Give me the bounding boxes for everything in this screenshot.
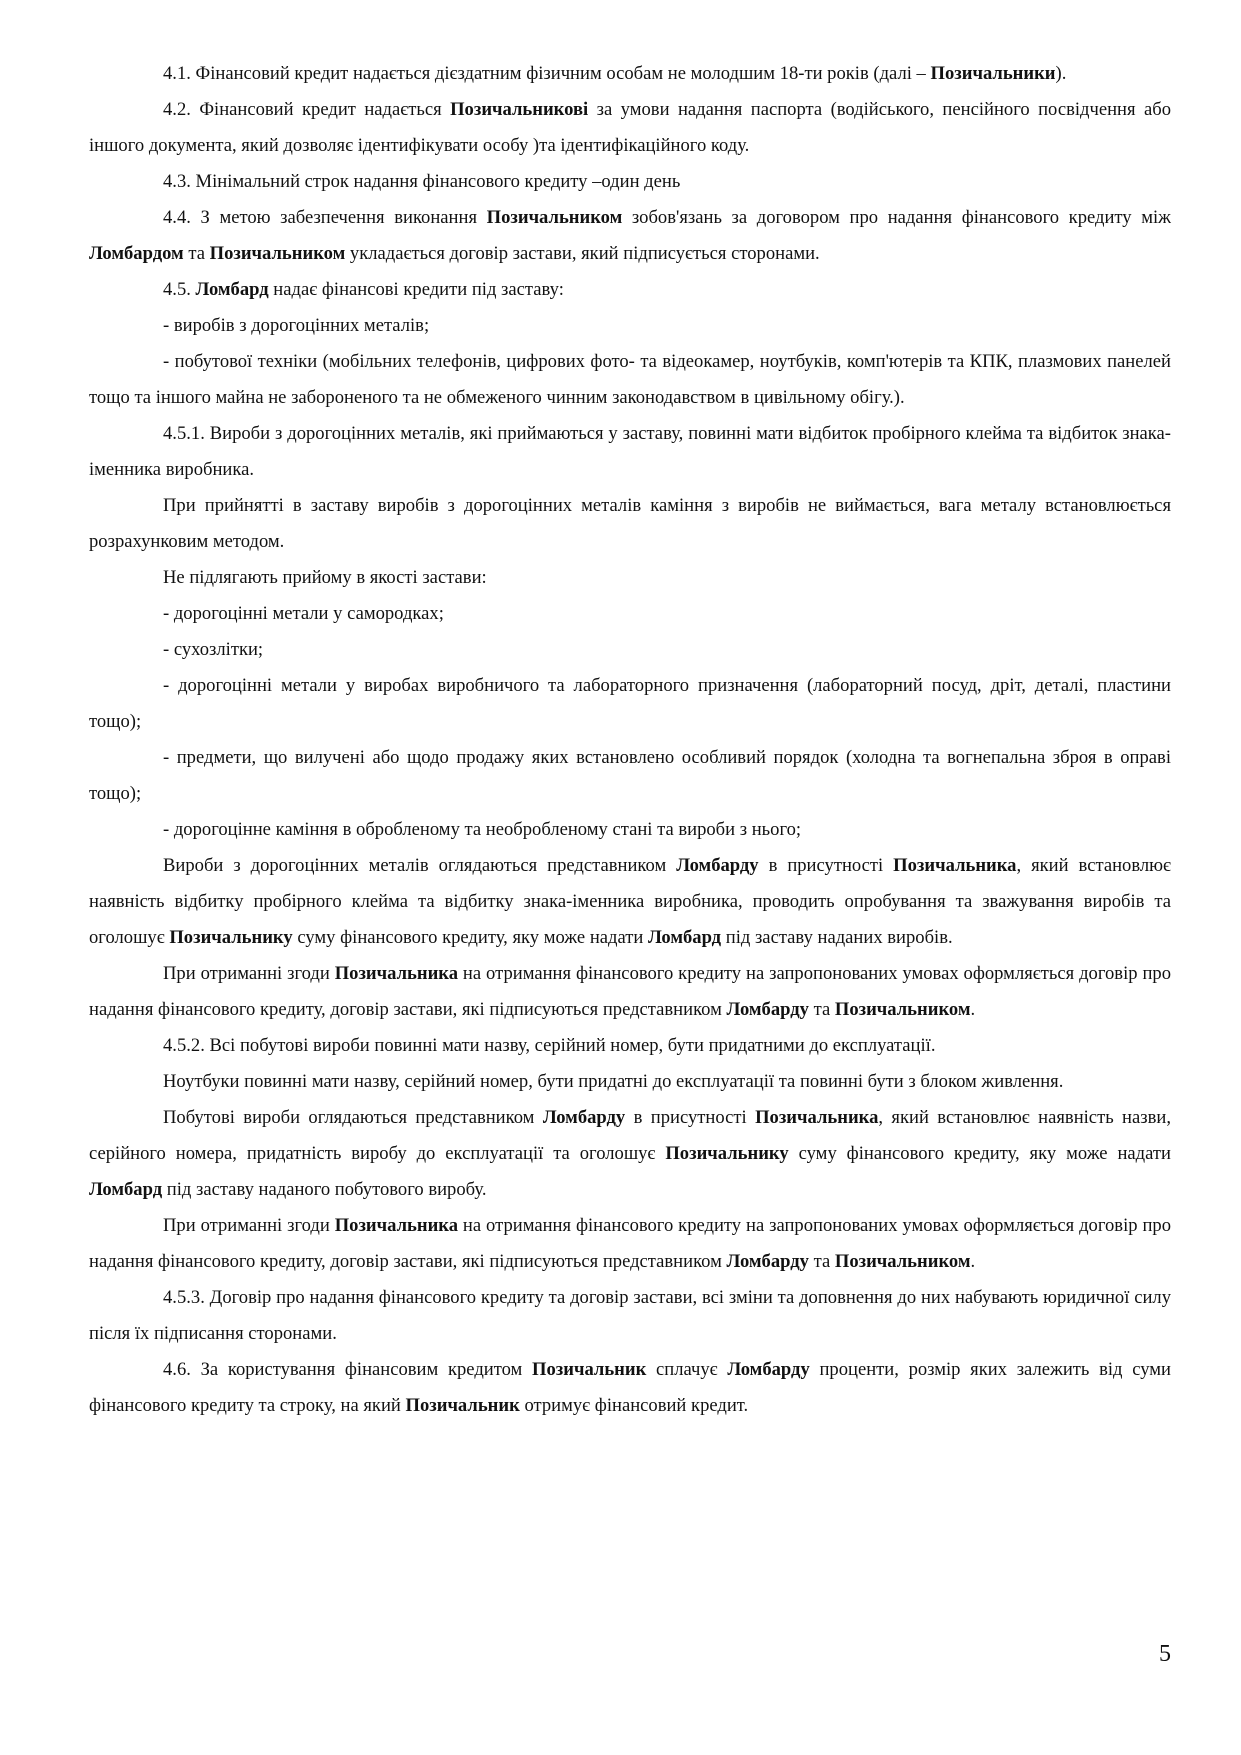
list-item-household-tech xyxy=(89,344,1171,416)
text-run: 4.5. xyxy=(163,279,196,300)
paragraph-4-6 xyxy=(89,1352,1171,1424)
bold-term: Позичальника xyxy=(893,855,1017,876)
text-run: на отримання фінансового кредиту на запропонованих умовах оформляється договір про надання фінансового кредиту, договір застави, які підписуються представником xyxy=(89,963,1171,1020)
bold-term: Позичальникові xyxy=(450,99,589,120)
text-run: сплачує xyxy=(646,1359,728,1380)
text-run: - предмети, що вилучені або щодо продажу яких встановлено особливий порядок (холодна та вогнепальна зброя в оправі тощо); xyxy=(89,747,1171,804)
paragraph-consent-metal xyxy=(89,956,1171,1028)
text-run: за умови надання паспорта (водійського, пенсійного посвідчення або іншого документа, який дозволяє ідентифікувати особу )та ідентифікаційного коду. xyxy=(89,99,1171,156)
bold-term: Ломбарду xyxy=(542,1107,626,1128)
bold-term: Позичальником xyxy=(486,207,623,228)
text-run: 4.2. Фінансовий кредит надається xyxy=(163,99,451,120)
paragraph-inspect-metal xyxy=(89,848,1171,956)
bold-term: Ломбард xyxy=(647,927,722,948)
text-run: на отримання фінансового кредиту на запропонованих умовах оформляється договір про надання фінансового кредиту, договір застави, які підписуються представником xyxy=(89,1215,1171,1272)
bold-term: Позичальником xyxy=(834,1251,971,1272)
bold-term: Позичальнику xyxy=(665,1143,789,1164)
paragraph-inspect-household xyxy=(89,1100,1171,1208)
text-run: . xyxy=(970,999,976,1020)
list-item-gems xyxy=(89,812,1171,848)
text-run: 4.5.2. Всі побутові вироби повинні мати назву, серійний номер, бути придатними до експлуатації. xyxy=(163,1035,936,1056)
paragraph-4-5-3 xyxy=(89,1280,1171,1352)
text-run: При отриманні згоди xyxy=(163,963,335,984)
bold-term: Ломбард xyxy=(195,279,269,300)
paragraph-4-2 xyxy=(89,92,1171,164)
page-number: 5 xyxy=(1159,1641,1171,1667)
text-run: 4.6. За користування фінансовим кредитом xyxy=(163,1359,533,1380)
text-run: Ноутбуки повинні мати назву, серійний номер, бути придатні до експлуатації та повинні бути з блоком живлення. xyxy=(163,1071,1064,1092)
text-run: в присутності xyxy=(625,1107,756,1128)
bold-term: Позичальником xyxy=(834,999,971,1020)
paragraph-4-5-2 xyxy=(89,1028,1171,1064)
text-run: Не підлягають прийому в якості застави: xyxy=(163,567,487,588)
text-run: Вироби з дорогоцінних металів оглядаються представником xyxy=(163,855,677,876)
bold-term: Ломбард xyxy=(89,1179,163,1200)
text-run: - дорогоцінні метали у самородках; xyxy=(163,603,444,624)
list-item-nuggets xyxy=(89,596,1171,632)
text-run: під заставу наданого побутового виробу. xyxy=(162,1179,487,1200)
text-run: та xyxy=(808,1251,835,1272)
bold-term: Позичальника xyxy=(334,1215,459,1236)
list-item-metals xyxy=(89,308,1171,344)
bold-term: Ломбарду xyxy=(676,855,759,876)
text-run: 4.5.1. Вироби з дорогоцінних металів, які приймаються у заставу, повинні мати відбиток пробірного клейма та відбиток знака-іменника виробника. xyxy=(89,423,1171,480)
text-run: 4.4. З метою забезпечення виконання xyxy=(163,207,487,228)
list-item-industrial xyxy=(89,668,1171,740)
text-run: ). xyxy=(1055,63,1067,84)
text-run: - виробів з дорогоцінних металів; xyxy=(163,315,430,336)
text-run: та xyxy=(183,243,210,264)
text-run: - дорогоцінні метали у виробах виробничого та лабораторного призначення (лабораторний посуд, дріт, деталі, пластини тощо); xyxy=(89,675,1171,732)
paragraph-4-4 xyxy=(89,200,1171,272)
text-run: - сухозлітки; xyxy=(163,639,264,660)
paragraph-laptops xyxy=(89,1064,1171,1100)
text-run: суму фінансового кредиту, яку може надати xyxy=(292,927,648,948)
text-run: - дорогоцінне каміння в обробленому та необробленому стані та вироби з нього; xyxy=(163,819,802,840)
text-run: 4.1. Фінансовий кредит надається дієздатним фізичним особам не молодшим 18-ти років (далі – xyxy=(163,63,931,84)
list-item-restricted xyxy=(89,740,1171,812)
text-run: При прийнятті в заставу виробів з дорогоцінних металів каміння з виробів не виймається, вага металу встановлюється розрахунковим методом. xyxy=(89,495,1171,552)
paragraph-4-1 xyxy=(89,56,1171,92)
text-run: надає фінансові кредити під заставу: xyxy=(268,279,564,300)
bold-term: Ломбарду xyxy=(726,999,809,1020)
text-run: укладається договір застави, який підписується сторонами. xyxy=(345,243,820,264)
text-run: . xyxy=(970,1251,976,1272)
text-run: зобов'язань за договором про надання фінансового кредиту між xyxy=(622,207,1171,228)
text-run: 4.5.3. Договір про надання фінансового кредиту та договір застави, всі зміни та доповнення до них набувають юридичної силу після їх підписання сторонами. xyxy=(89,1287,1171,1344)
text-run: 4.3. Мінімальний строк надання фінансового кредиту –один день xyxy=(163,171,681,192)
list-item-ingots xyxy=(89,632,1171,668)
text-run: в присутності xyxy=(758,855,894,876)
paragraph-not-accepted xyxy=(89,560,1171,596)
bold-term: Позичальник xyxy=(405,1395,520,1416)
bold-term: Позичальника xyxy=(755,1107,879,1128)
bold-term: Ломбарду xyxy=(727,1359,810,1380)
bold-term: Позичальником xyxy=(209,243,346,264)
text-run: проценти, розмір яких залежить від суми фінансового кредиту та строку, на який xyxy=(89,1359,1171,1416)
paragraph-4-5-1 xyxy=(89,416,1171,488)
paragraph-4-3 xyxy=(89,164,1171,200)
bold-term: Ломбарду xyxy=(726,1251,809,1272)
text-run: Побутові вироби оглядаються представником xyxy=(163,1107,543,1128)
text-run: суму фінансового кредиту, яку може надати xyxy=(788,1143,1171,1164)
text-run: , який встановлює наявність відбитку пробірного клейма та відбитку знака-іменника виробника, проводить опробування та зважування виробів та оголошує xyxy=(89,855,1172,948)
text-run: - побутової техніки (мобільних телефонів, цифрових фото- та відеокамер, ноутбуків, комп'ютерів та КПК, плазмових панелей тощо та іншого майна не забороненого та не обмеженого чинним законодавством в цивільному обігу.). xyxy=(89,351,1171,408)
text-run: під заставу наданих виробів. xyxy=(721,927,953,948)
text-run: отримує фінансовий кредит. xyxy=(519,1395,749,1416)
bold-term: Позичальника xyxy=(334,963,459,984)
document-body xyxy=(89,56,1171,1424)
bold-term: Позичальник xyxy=(532,1359,647,1380)
bold-term: Позичальники xyxy=(930,63,1056,84)
paragraph-consent-household xyxy=(89,1208,1171,1280)
text-run: , який встановлює наявність назви, серійного номера, придатність виробу до експлуатації та оголошує xyxy=(89,1107,1171,1164)
bold-term: Позичальнику xyxy=(169,927,293,948)
bold-term: Ломбардом xyxy=(89,243,184,264)
paragraph-4-5 xyxy=(89,272,1171,308)
text-run: При отриманні згоди xyxy=(163,1215,335,1236)
paragraph-stones xyxy=(89,488,1171,560)
text-run: та xyxy=(808,999,835,1020)
